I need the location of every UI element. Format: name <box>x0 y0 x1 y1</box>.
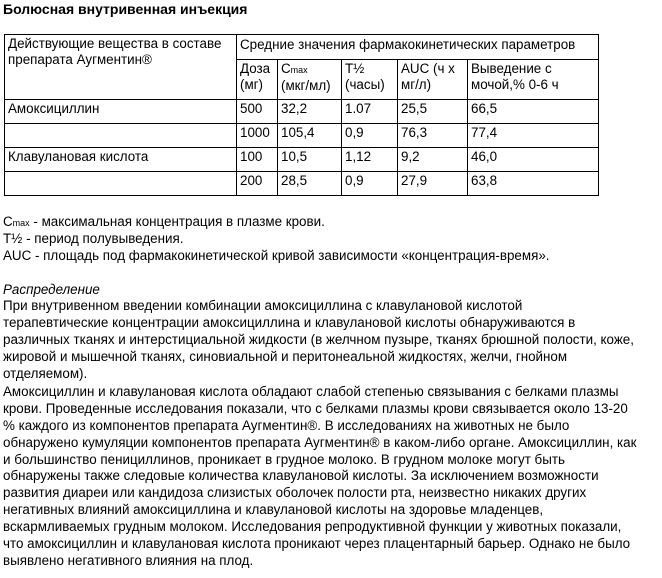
cell-thalf: 1.07 <box>342 100 398 124</box>
legend-cmax <box>3 213 658 230</box>
table-row <box>5 100 599 124</box>
paragraph-line: и большинство пенициллинов, проникает в грудное молоко. В грудном молоке могут быть <box>3 451 565 467</box>
cell-auc: 76,3 <box>398 124 468 148</box>
paragraph-line: развития диареи или кандидоза слизистых оболочек полости рта, неизвестно никаких других <box>3 485 587 501</box>
cell-thalf: 0,9 <box>342 172 398 196</box>
cell-substance <box>5 172 237 196</box>
paragraph-line: негативных влияний амоксициллина и клавулановой кислоты на здоровье младенцев, <box>3 502 544 518</box>
section-title-distribution: Распределение <box>3 282 100 297</box>
paragraph-line: Амоксициллин и клавулановая кислота обладают слабой степенью связывания с белками плазмы <box>3 384 619 399</box>
legend-cmax-symbol: C <box>3 214 13 229</box>
paragraph-line: При внутривенном введении комбинации амоксициллина с клавулановой кислотой <box>3 298 523 313</box>
page-title: Болюсная внутривенная инъекция <box>3 1 248 17</box>
pharmacokinetics-table <box>4 34 599 196</box>
paragraph-line: вскармливаемых грудным молоком. Исследования репродуктивной функции у животных показали, <box>3 519 622 535</box>
paragraph-line: обнаружены также следовые количества клавулановой кислоты. За исключением возможности <box>3 468 599 484</box>
paragraph-line: отделяемом). <box>3 365 88 381</box>
header-params: Средние значения фармакокинетических параметров <box>237 35 599 60</box>
header-thalf: T½ (часы) <box>342 60 398 100</box>
table-row <box>5 124 599 148</box>
header-dose: Доза (мг) <box>237 60 278 100</box>
paragraph-distribution-2 <box>3 383 659 569</box>
cell-dose: 100 <box>237 148 278 172</box>
paragraph-line: что амоксициллин и клавулановая кислота проникают через плацентарный барьер. Однако не было <box>3 536 631 552</box>
cell-dose: 1000 <box>237 124 278 148</box>
paragraph-distribution-1 <box>3 297 659 381</box>
table-row <box>5 148 599 172</box>
paragraph-line: обнаружено кумуляции компонентов препарата Аугментин® в каком-либо органе. Амоксициллин, как <box>3 434 637 450</box>
cell-auc: 9,2 <box>398 148 468 172</box>
cell-cmax: 10,5 <box>278 148 342 172</box>
cell-dose: 500 <box>237 100 278 124</box>
cmax-subscript: max <box>290 65 308 75</box>
cmax-symbol: C <box>281 61 291 76</box>
cell-cmax: 32,2 <box>278 100 342 124</box>
cell-substance: Клавулановая кислота <box>5 148 237 172</box>
cell-substance: Амоксициллин <box>5 100 237 124</box>
legend-cmax-text: - максимальная концентрация в плазме крови. <box>29 214 325 229</box>
cell-excretion: 77,4 <box>468 124 599 148</box>
cell-dose: 200 <box>237 172 278 196</box>
cell-excretion: 46,0 <box>468 148 599 172</box>
legend <box>3 213 658 264</box>
header-substance: Действующие вещества в составе препарата Аугментин® <box>5 35 237 100</box>
paragraph-line: жировой и мышечной тканях, синовиальной и перитонеальной жидкостях, желчи, гнойном <box>3 348 568 364</box>
paragraph-line: терапевтические концентрации амоксициллина и клавулановой кислоты обнаруживаются в <box>3 314 576 330</box>
cell-auc: 25,5 <box>398 100 468 124</box>
paragraph-line: крови. Проведенные исследования показали, что с белками плазмы крови связывается около 13-20 <box>3 400 628 416</box>
cell-excretion: 63,8 <box>468 172 599 196</box>
header-excretion: Выведение с мочой,% 0-6 ч <box>468 60 599 100</box>
paragraph-line: % каждого из компонентов препарата Аугментин®. В исследованиях на животных не было <box>3 417 570 433</box>
cell-cmax: 105,4 <box>278 124 342 148</box>
header-auc: AUC (ч х мг/л) <box>398 60 468 100</box>
paragraph-line: выявлено негативного влияния на плод. <box>3 552 254 568</box>
table-row <box>5 172 599 196</box>
cell-substance <box>5 124 237 148</box>
legend-thalf: T½ - период полувыведения. <box>3 231 184 246</box>
legend-cmax-subscript: max <box>12 218 30 228</box>
header-cmax <box>278 60 342 100</box>
table-header-row <box>5 35 599 60</box>
cell-thalf: 0,9 <box>342 124 398 148</box>
cmax-unit: (мкг/мл) <box>281 78 331 93</box>
cell-excretion: 66,5 <box>468 100 599 124</box>
legend-auc: AUC - площадь под фармакокинетической кривой зависимости «концентрация-время». <box>3 248 550 263</box>
paragraph-line: различных тканях и интерстициальной жидкости (в желчном пузыре, тканях брюшной полости, коже, <box>3 331 634 347</box>
cell-thalf: 1,12 <box>342 148 398 172</box>
cell-cmax: 28,5 <box>278 172 342 196</box>
cell-auc: 27,9 <box>398 172 468 196</box>
